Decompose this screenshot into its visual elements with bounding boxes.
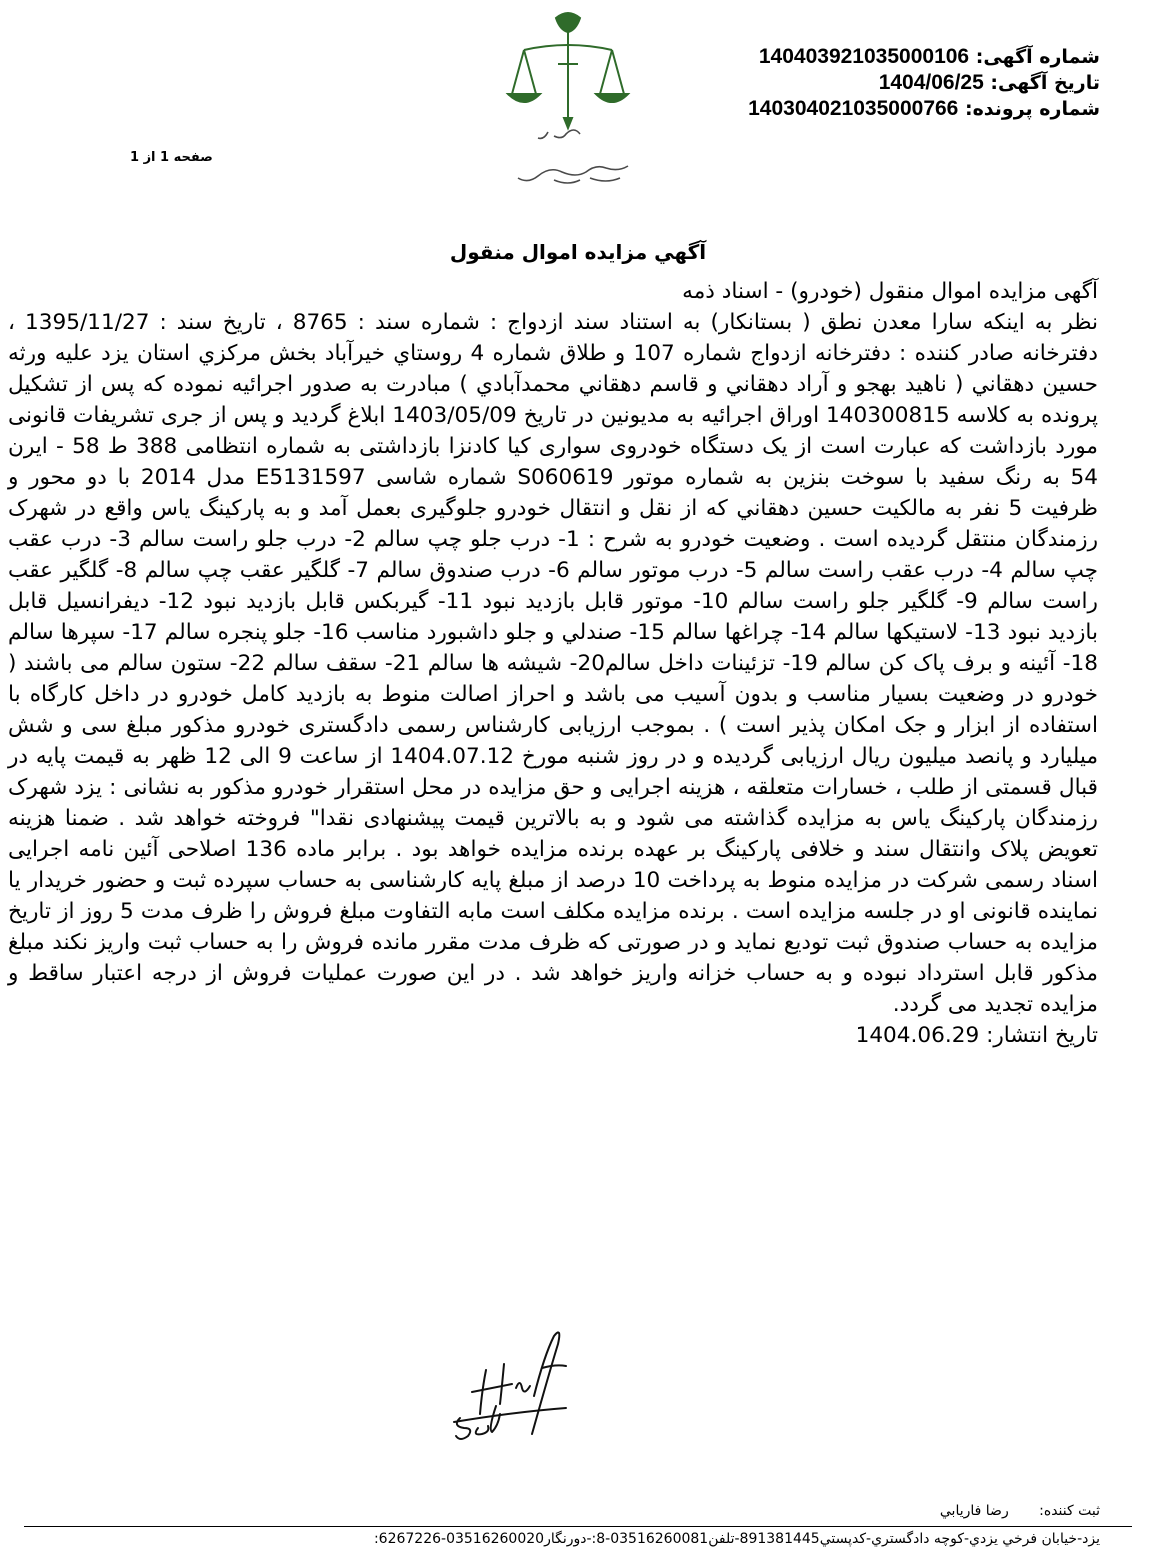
judiciary-emblem-logo: [488, 6, 648, 196]
ad-number-label: شماره آگهی:: [975, 46, 1100, 68]
ad-number: 14040392103500010​6: [758, 45, 970, 68]
document-title: آگهي مزايده اموال منقول: [449, 240, 707, 264]
case-number: 140304021035000766: [748, 97, 959, 120]
ad-date-label: تاریخ آگهی:: [990, 72, 1100, 94]
signature-icon: [438, 1310, 588, 1450]
page-indicator: صفحه 1 از 1: [130, 150, 213, 165]
notice-body: [8, 276, 1098, 1051]
publish-date-row: [8, 1020, 1098, 1051]
publish-date: 1404.06.29: [855, 1023, 980, 1048]
case-number-row: [748, 96, 1100, 122]
ad-header-meta: [748, 44, 1100, 122]
ad-date: 1404/06/25: [878, 71, 984, 94]
ad-number-row: [748, 44, 1100, 70]
handwritten-signature: [438, 1310, 588, 1450]
footer-divider: [24, 1526, 1132, 1527]
case-number-label: شماره پرونده:: [964, 98, 1100, 120]
registrar-name: رضا فاريابي: [939, 1503, 1009, 1519]
registrar-label: ثبت کننده:: [1039, 1503, 1100, 1519]
registrar-row: [940, 1503, 1100, 1519]
footer-address: يزد-خيابان فرخي يزدي-کوچه دادگستري-کدپستي891381445-تلفن03516260081-8:-دورنگار03516260020-6267226:: [373, 1531, 1100, 1547]
notice-paragraph: نظر به اینکه سارا معدن نطق ( بستانکار) به استناد سند ازدواج : شماره سند : 8765 ، تاریخ سند : 1395/11/27 ، دفترخانه صادر کننده : دفترخانه ازدواج شماره 107 و طلاق شماره 4 روستاي خيرآباد بخش مرکزي استان يزد عليه ورثه حسين دهقاني ( ناهيد بهجو و آراد دهقاني و قاسم دهقاني محمدآبادي ) مبادرت به صدور اجرائیه نموده که پس از تشکیل پرونده به کلاسه 140300815 اوراق اجرائیه به مدیونین در تاریخ 1403/05/09 ابلاغ گردید و پس از جری تشریفات قانونی مورد بازداشت که عبارت است از یک دستگاه خودروی سواری کیا کادنزا بازداشتی به شماره انتظامی 388 ط 58 - ایرن 54 به رنگ سفید با سوخت بنزین به شماره موتور S060619 شماره شاسی E5131597 مدل 2014 با دو محور و ظرفیت 5 نفر به مالکیت حسين دهقاني که از نقل و انتقال خودرو جلوگیری بعمل آمد و به پارکینگ یاس واقع در شهرک رزمندگان منتقل گردیده است . وضعیت خودرو به شرح : 1- درب جلو چپ سالم 2- درب جلو راست سالم 3- درب عقب چپ سالم 4- درب عقب راست سالم 5- درب موتور سالم 6- درب صندوق سالم 7- گلگیر عقب چپ سالم 8- گلگیر عقب راست سالم 9- گلگیر جلو راست سالم 10- موتور قابل بازدید نبود 11- گیربکس قابل بازدید نبود 12- دیفرانسیل قابل بازدید نبود 13- لاستیکها سالم 14- چراغها سالم 15- صندلي و جلو داشبورد مناسب 16- جلو پنجره سالم 17- سپرها سالم 18- آئینه و برف پاک کن سالم 19- تزئینات داخل سالم20- شیشه ها سالم 21- سقف سالم 22- ستون سالم می باشند ( خودرو در وضعیت بسیار مناسب و بدون آسیب می باشد و احراز اصالت منوط به بازدید کامل خودرو در داخل کارگاه با استفاده از ابزار و جک امکان پذیر است ) . بموجب ارزیابی کارشناس رسمی دادگستری خودرو مذکور مبلغ سی و شش میلیارد و پانصد میلیون ریال ارزیابی گردیده و در روز شنبه مورخ 1404.07.12 از ساعت 9 الی 12 ظهر به قیمت پایه در قبال قسمتی از طلب ، خسارات متعلقه ، هزینه اجرایی و حق مزایده در محل استقرار خودرو مذکور به نشانی : یزد شهرک رزمندگان پارکینگ یاس به مزایده گذاشته می شود و به بالاترین قیمت پیشنهادی نقدا" فروخته خواهد شد . ضمنا هزینه تعویض پلاک وانتقال سند و خلافی پارکینگ بر عهده برنده مزایده خواهد بود . برابر ماده 136 اصلاحی آئین نامه اجرایی اسناد رسمی شرکت در مزایده منوط به پرداخت 10 درصد از مبلغ پایه کارشناسی به حساب سپرده ثبت و حضور خریدار یا نماینده قانونی او در جلسه مزایده است . برنده مزایده مکلف است مابه التفاوت مبلغ فروش را ظرف مدت 5 روز از تاریخ مزایده به حساب صندوق ثبت تودیع نماید و در صورتی که ظرف مدت مقرر مانده فروش را به حساب ثبت واریز نکند مبلغ مذکور قابل استرداد نبوده و به حساب خزانه واریز خواهد شد . در این صورت عملیات فروش از درجه اعتبار ساقط و مزایده تجدید می گردد.: [8, 310, 1099, 1017]
ad-date-row: [748, 70, 1100, 96]
scales-of-justice-icon: [488, 6, 648, 196]
publish-date-label: تاریخ انتشار:: [986, 1023, 1098, 1048]
notice-subtitle: آگهی مزایده اموال منقول (خودرو) - اسناد ذمه: [682, 279, 1098, 304]
